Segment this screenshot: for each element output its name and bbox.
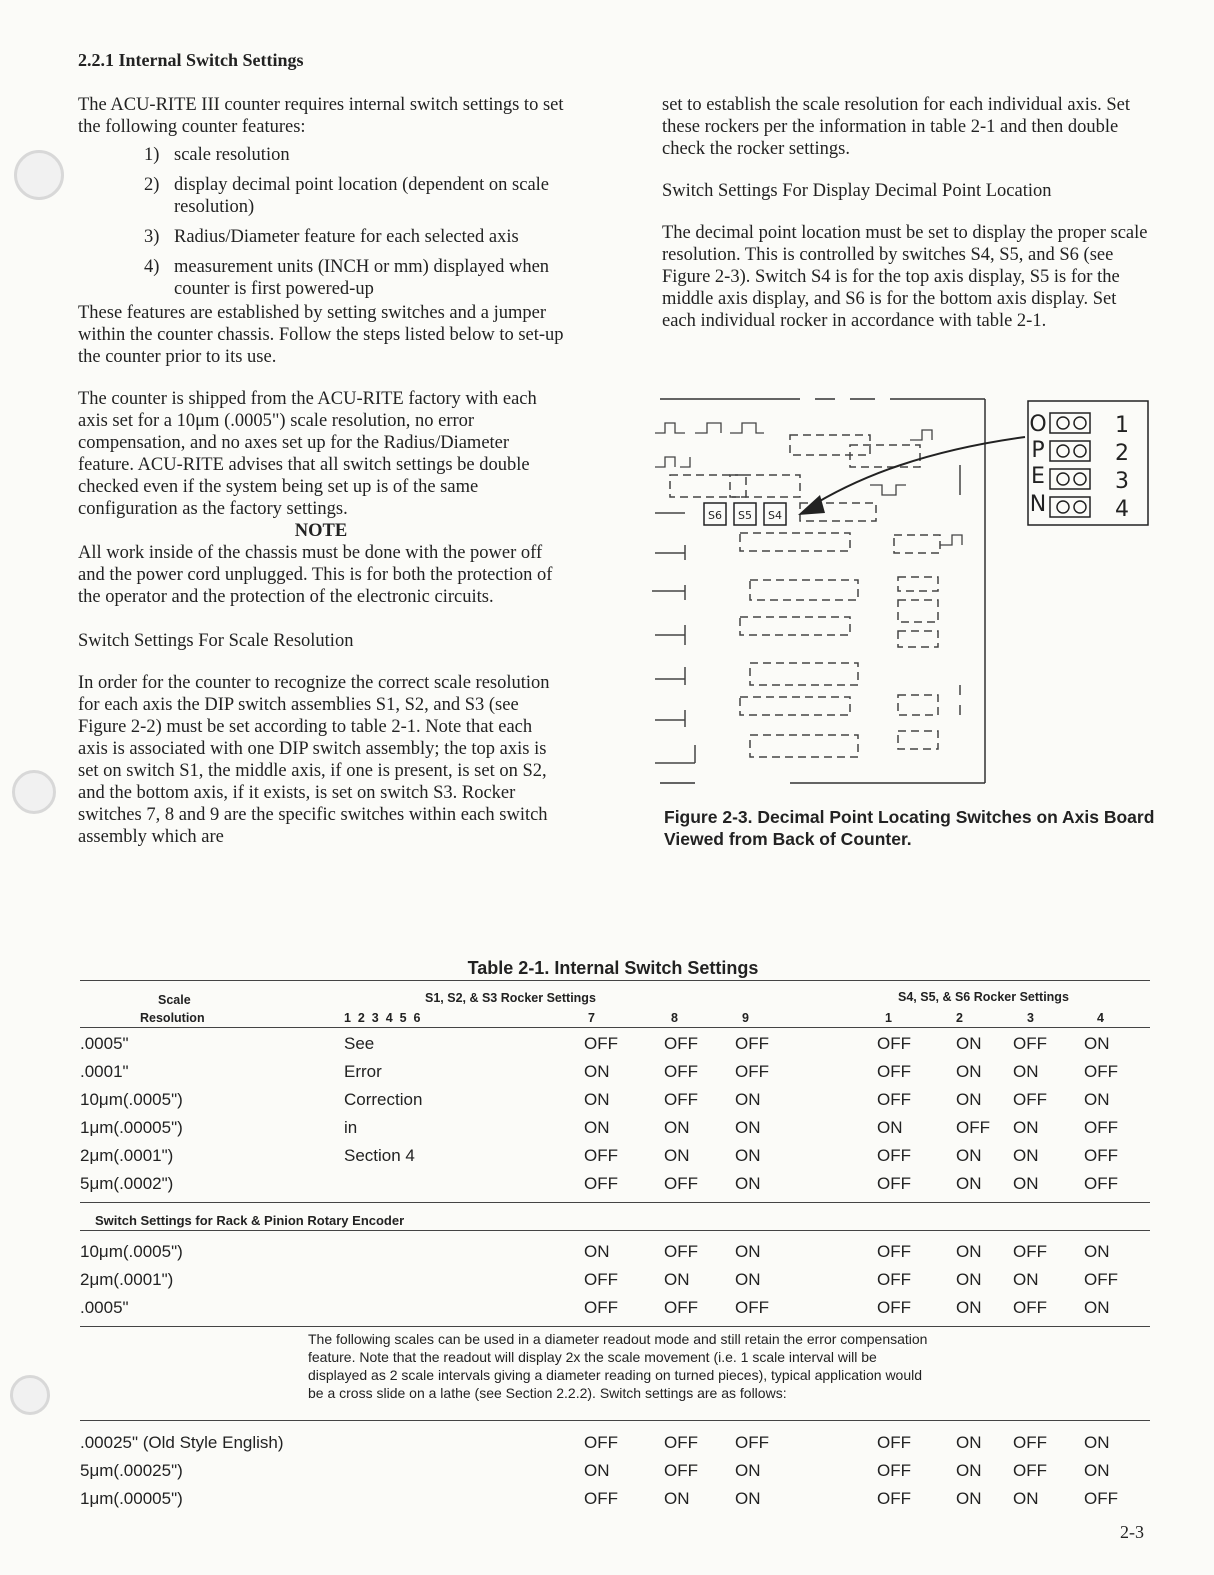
setting-cell: OFF — [877, 1461, 911, 1480]
setting-cell: ON — [956, 1270, 982, 1289]
setting-cell: ON — [735, 1242, 761, 1261]
setting-cell: ON — [1084, 1433, 1110, 1452]
setting-cell: OFF — [877, 1242, 911, 1261]
scale-subheading: Switch Settings For Scale Resolution — [78, 631, 354, 651]
table-title: Table 2-1. Internal Switch Settings — [467, 958, 759, 978]
setting-cell: OFF — [1013, 1461, 1047, 1480]
setting-cell: OFF — [1013, 1433, 1047, 1452]
setting-cell: ON — [664, 1118, 690, 1137]
table-top-rule — [80, 980, 1150, 981]
setting-cell: OFF — [735, 1433, 769, 1452]
setting-cell: ON — [956, 1461, 982, 1480]
setting-cell: OFF — [877, 1270, 911, 1289]
punch-hole-bottom — [10, 1375, 50, 1415]
resolution-cell: .0005" — [80, 1034, 129, 1053]
setting-cell: ON — [956, 1034, 982, 1053]
setting-cell: ON — [1013, 1118, 1039, 1137]
note-rule-top — [80, 1326, 1150, 1327]
switch-label-s5: S5 — [738, 509, 752, 522]
header-resolution: Resolution — [140, 1011, 205, 1025]
resolution-cell: 1μm(.00005") — [80, 1118, 183, 1137]
feature-list — [78, 144, 564, 300]
note-cell: Section 4 — [344, 1146, 415, 1165]
setting-cell: OFF — [584, 1298, 618, 1317]
setting-cell: ON — [956, 1090, 982, 1109]
setting-cell: ON — [584, 1242, 610, 1261]
setting-cell: OFF — [877, 1146, 911, 1165]
board-diagram — [640, 395, 1150, 790]
resolution-cell: .0005" — [80, 1298, 129, 1317]
dip-number: 4 — [1115, 497, 1129, 522]
dip-number: 2 — [1115, 441, 1129, 466]
header-scale: Scale — [158, 993, 191, 1007]
list-item: 3) Radius/Diameter feature for each selected axis — [144, 227, 519, 247]
list-item: 4) measurement units (INCH or mm) displayed when counter is first powered-up — [144, 257, 550, 299]
setting-cell: OFF — [664, 1090, 698, 1109]
setting-cell: ON — [956, 1146, 982, 1165]
setting-cell: ON — [735, 1270, 761, 1289]
note-cell: Correction — [344, 1090, 423, 1109]
setting-cell: OFF — [1013, 1034, 1047, 1053]
continuation-paragraph: set to establish the scale resolution for each individual axis. Set these rockers per the information in table 2-1 and then double check the rocker settings. — [662, 95, 1131, 159]
dip-side-letter: E — [1031, 464, 1045, 489]
setting-cell: ON — [735, 1174, 761, 1193]
page-number: 2-3 — [1120, 1522, 1144, 1542]
resolution-cell: 2μm(.0001") — [80, 1270, 174, 1289]
setting-cell: OFF — [1084, 1489, 1118, 1508]
setting-cell: ON — [735, 1146, 761, 1165]
right-column — [662, 94, 1148, 332]
figure-caption: Figure 2-3. Decimal Point Locating Switches on Axis Board Viewed from Back of Counter. — [664, 807, 1155, 849]
setting-cell: ON — [956, 1489, 982, 1508]
setting-cell: OFF — [664, 1242, 698, 1261]
setting-cell: OFF — [584, 1489, 618, 1508]
setting-cell: ON — [956, 1242, 982, 1261]
dip-side-letter: O — [1029, 412, 1047, 437]
setting-cell: ON — [1084, 1242, 1110, 1261]
setting-cell: OFF — [956, 1118, 990, 1137]
rack-rule-bottom — [80, 1230, 1150, 1231]
setting-cell: OFF — [584, 1174, 618, 1193]
setting-cell: ON — [956, 1062, 982, 1081]
setting-cell: OFF — [664, 1433, 698, 1452]
setting-cell: ON — [735, 1090, 761, 1109]
setting-cell: OFF — [664, 1174, 698, 1193]
setting-cell: ON — [1013, 1270, 1039, 1289]
setting-cell: ON — [956, 1433, 982, 1452]
dip-number: 3 — [1115, 469, 1129, 494]
setting-cell: ON — [664, 1270, 690, 1289]
setting-cell: ON — [1084, 1090, 1110, 1109]
setting-cell: ON — [1084, 1461, 1110, 1480]
setting-cell: OFF — [1013, 1242, 1047, 1261]
scale-paragraph: In order for the counter to recognize the correct scale resolution for each axis the DIP switch assemblies S1, S2, and S3 (see Figure 2-2) must be set according to table 2-1. Note that each axis is associated with one DIP switch assembly; the top axis is set on switch S1, the middle axis, if one is present, is set on S2, and the bottom axis, if it exists, is set on switch S3. Rocker switches 7, 8 and 9 are the specific switches within each switch assembly which are — [78, 673, 550, 847]
setting-cell: ON — [1084, 1034, 1110, 1053]
note-title: NOTE — [294, 521, 348, 541]
setting-cell: ON — [877, 1118, 903, 1137]
note-cell: Error — [344, 1062, 382, 1081]
setting-cell: OFF — [1084, 1146, 1118, 1165]
setting-cell: OFF — [664, 1034, 698, 1053]
setting-cell: ON — [664, 1146, 690, 1165]
list-item: 1) scale resolution — [144, 145, 290, 165]
header-s123: S1, S2, & S3 Rocker Settings — [425, 991, 596, 1005]
section-heading: 2.2.1 Internal Switch Settings — [78, 50, 304, 70]
note-rule-bottom — [80, 1420, 1150, 1421]
rack-rule-top — [80, 1202, 1150, 1203]
setting-cell: OFF — [877, 1298, 911, 1317]
setting-cell: ON — [584, 1090, 610, 1109]
resolution-cell: 5μm(.00025") — [80, 1461, 183, 1480]
punch-hole-middle — [12, 770, 56, 814]
dip-side-letter: P — [1031, 438, 1045, 463]
setting-cell: OFF — [877, 1433, 911, 1452]
setting-cell: ON — [1013, 1489, 1039, 1508]
setting-cell: OFF — [1084, 1062, 1118, 1081]
setting-cell: ON — [1013, 1146, 1039, 1165]
left-column — [78, 94, 564, 848]
setting-cell: OFF — [877, 1090, 911, 1109]
resolution-cell: 1μm(.00005") — [80, 1489, 183, 1508]
setting-cell: ON — [1013, 1062, 1039, 1081]
switch-label-s4: S4 — [768, 509, 782, 522]
header-col: 4 — [1097, 1011, 1104, 1025]
dip-number: 1 — [1115, 413, 1129, 438]
setting-cell: OFF — [664, 1461, 698, 1480]
punch-hole-top — [14, 150, 64, 200]
setting-cell: ON — [735, 1461, 761, 1480]
diameter-note: The following scales can be used in a diameter readout mode and still retain the error compensation feature. Note that the readout will display 2x the scale movement (i.e. 1 scale interval will be displayed as 2 scale intervals giving a diameter reading on turned pieces), typical application would be a cross slide on a lathe (see Section 2.2.2). Switch settings are as follows: — [308, 1331, 928, 1401]
setting-cell: ON — [735, 1118, 761, 1137]
figure-2-3 — [640, 395, 1150, 790]
setting-cell: OFF — [664, 1298, 698, 1317]
setting-cell: OFF — [1013, 1298, 1047, 1317]
shipped-paragraph: The counter is shipped from the ACU-RITE factory with each axis set for a 10μm (.0005") scale resolution, no error compensation, and no axes set up for the Radius/Diameter feature. ACU-RITE advises that all switch settings be double checked even if the system being set up is of the same configuration as the factory settings. — [78, 389, 537, 519]
decimal-subheading: Switch Settings For Display Decimal Point Location — [662, 181, 1052, 201]
setting-cell: OFF — [1013, 1090, 1047, 1109]
intro-paragraph: The ACU-RITE III counter requires internal switch settings to set the following counter features: — [78, 95, 564, 137]
resolution-cell: 2μm(.0001") — [80, 1146, 174, 1165]
setting-cell: OFF — [877, 1489, 911, 1508]
header-col: 2 — [956, 1011, 963, 1025]
note-cell: See — [344, 1034, 375, 1053]
note-paragraph: All work inside of the chassis must be done with the power off and the power cord unplugged. This is for both the protection of the operator and the protection of the electronic circuits. — [78, 543, 553, 607]
header-col: 8 — [671, 1011, 678, 1025]
setting-cell: OFF — [1084, 1174, 1118, 1193]
setting-cell: ON — [1013, 1174, 1039, 1193]
note-cell: in — [344, 1118, 358, 1137]
setting-cell: OFF — [584, 1270, 618, 1289]
header-rule — [80, 1027, 1150, 1028]
setting-cell: OFF — [584, 1146, 618, 1165]
resolution-cell: 10μm(.0005") — [80, 1090, 183, 1109]
setting-cell: ON — [584, 1461, 610, 1480]
setting-cell: OFF — [877, 1174, 911, 1193]
decimal-paragraph: The decimal point location must be set to display the proper scale resolution. This is controlled by switches S4, S5, and S6 (see Figure 2-3). Switch S4 is for the top axis display, S5 is for the middle axis display, and S6 is for the bottom axis display. Set each individual rocker in accordance with table 2-1. — [662, 223, 1148, 331]
setting-cell: ON — [664, 1489, 690, 1508]
setting-cell: OFF — [735, 1062, 769, 1081]
setting-cell: ON — [956, 1298, 982, 1317]
setting-cell: OFF — [735, 1034, 769, 1053]
setting-cell: ON — [584, 1062, 610, 1081]
setting-cell: OFF — [877, 1062, 911, 1081]
setting-cell: OFF — [735, 1298, 769, 1317]
resolution-cell: .00025" (Old Style English) — [80, 1433, 284, 1452]
features-paragraph: These features are established by setting switches and a jumper within the counter chassis. Follow the steps listed below to set-up the counter prior to its use. — [78, 303, 564, 367]
setting-cell: OFF — [664, 1062, 698, 1081]
list-item: 2) display decimal point location (dependent on scale resolution) — [144, 175, 550, 217]
resolution-cell: .0001" — [80, 1062, 129, 1081]
header-col: 1 — [885, 1011, 892, 1025]
setting-cell: ON — [584, 1118, 610, 1137]
setting-cell: ON — [735, 1489, 761, 1508]
setting-cell: OFF — [1084, 1118, 1118, 1137]
dip-side-letter: N — [1029, 492, 1047, 517]
header-col: 9 — [742, 1011, 749, 1025]
header-col: 3 — [1027, 1011, 1034, 1025]
setting-cell: OFF — [584, 1034, 618, 1053]
header-rockers-1-6: 1 2 3 4 5 6 — [344, 1011, 421, 1025]
resolution-cell: 5μm(.0002") — [80, 1174, 174, 1193]
setting-cell: OFF — [584, 1433, 618, 1452]
resolution-cell: 10μm(.0005") — [80, 1242, 183, 1261]
setting-cell: OFF — [1084, 1270, 1118, 1289]
switch-label-s6: S6 — [708, 509, 722, 522]
setting-cell: OFF — [877, 1034, 911, 1053]
setting-cell: ON — [956, 1174, 982, 1193]
header-col: 7 — [588, 1011, 595, 1025]
setting-cell: ON — [1084, 1298, 1110, 1317]
rack-subheading: Switch Settings for Rack & Pinion Rotary Encoder — [95, 1213, 405, 1228]
header-s456: S4, S5, & S6 Rocker Settings — [898, 990, 1069, 1004]
